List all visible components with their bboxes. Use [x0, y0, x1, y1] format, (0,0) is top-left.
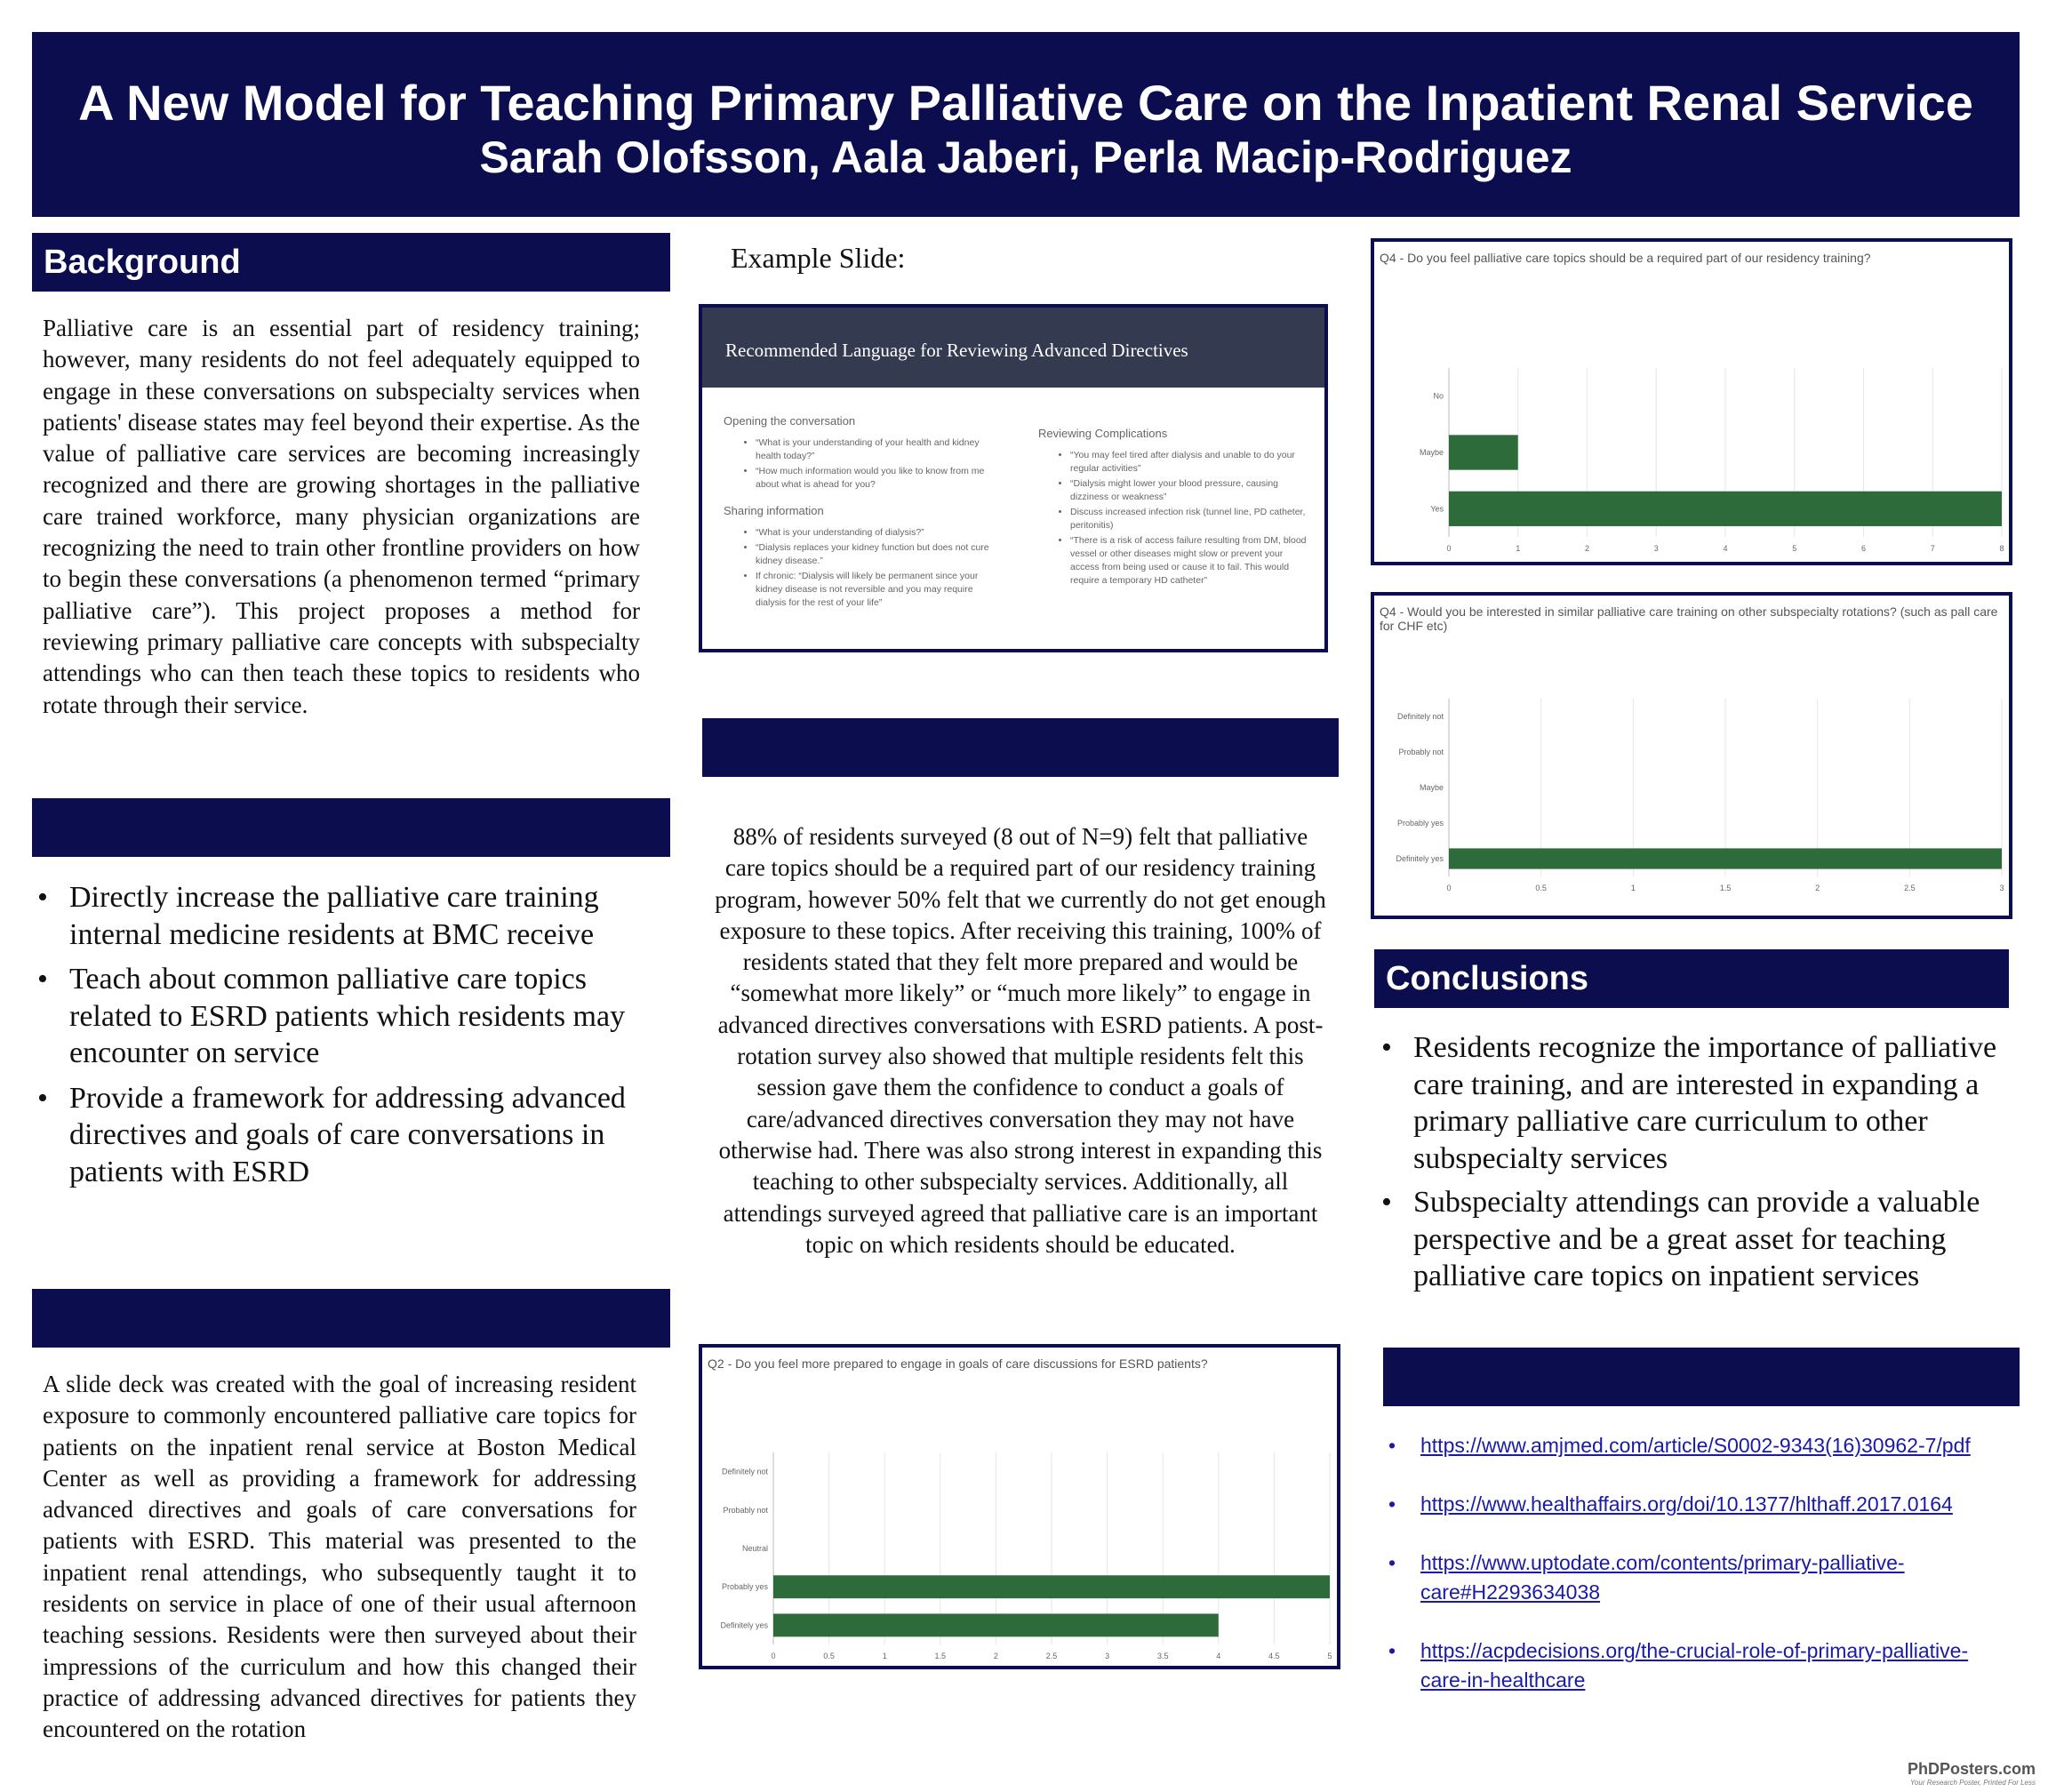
reference-link[interactable]: https://www.uptodate.com/contents/primary-palliative-care#H2293634038 [1420, 1551, 1905, 1604]
bar [1449, 492, 2002, 526]
x-tick-label: 5 [1327, 1652, 1332, 1660]
poster-title: A New Model for Teaching Primary Palliative Care on the Inpatient Renal Service [78, 75, 1973, 131]
background-heading: Background [32, 233, 670, 292]
bar [1449, 848, 2002, 868]
example-slide [699, 304, 1328, 652]
slide-bullet: • “You may feel tired after dialysis and unable to do your regular activities” [1070, 449, 1314, 476]
results-heading [702, 718, 1339, 777]
x-tick-label: 2.5 [1904, 884, 1916, 892]
x-tick-label: 3.5 [1156, 1652, 1169, 1660]
chart-q4-interest [1371, 592, 2012, 919]
poster-authors: Sarah Olofsson, Aala Jaberi, Perla Macip-Rodriguez [479, 132, 1572, 182]
x-tick-label: 2 [1584, 544, 1590, 553]
x-tick-label: 4.5 [1268, 1652, 1280, 1660]
slide-bullet: • “What is your understanding of dialysis?” [756, 526, 990, 540]
slide-bullet: • “There is a risk of access failure resulting from DM, blood vessel or other diseases might slow or prevent your access from being used or cause it to fail. This would require a temporary HD catheter” [1070, 534, 1314, 588]
slide-bullet: • Discuss increased infection risk (tunnel line, PD catheter, peritonitis) [1070, 506, 1314, 532]
x-tick-label: 0 [1446, 884, 1452, 892]
x-tick-label: 3 [1653, 544, 1659, 553]
results-text: 88% of residents surveyed (8 out of N=9) felt that palliative care topics should be a required part of our residency training program, however 50% felt that we currently do not get enough exposure to these topics. After receiving this training, 100% of residents stated that they felt more prepared and would be “somewhat more likely” or “much more likely” to engage in advanced directives conversations with ESRD patients. A post-rotation survey also showed that multiple residents felt this session gave them the confidence to conduct a goals of care/advanced directives conversation they may not have otherwise had. There was also strong interest in expanding this teaching to other subspecialty services. Additionally, all attendings surveyed agreed that palliative care is an important topic on which residents should be educated. [715, 823, 1326, 1258]
x-tick-label: 0.5 [1535, 884, 1547, 892]
bar [773, 1613, 1219, 1636]
conclusions-heading: Conclusions [1374, 949, 2009, 1008]
conclusions-list [1376, 1029, 1998, 1302]
x-tick-label: 2 [993, 1652, 998, 1660]
y-category-label: Maybe [1419, 448, 1444, 457]
slide-bullet: • “Dialysis replaces your kidney function but does not cure kidney disease.” [756, 541, 990, 568]
x-tick-label: 6 [1860, 544, 1867, 553]
conclusion-item: • Residents recognize the importance of palliative care training, and are interested in expanding a primary palliative care curriculum to other subspecialty services [1376, 1029, 1998, 1177]
x-tick-label: 5 [1792, 544, 1797, 553]
x-tick-label: 7 [1930, 544, 1935, 553]
reference-link[interactable]: https://www.healthaffairs.org/doi/10.1377/hlthaff.2017.0164 [1420, 1492, 1953, 1516]
objective-item: • Teach about common palliative care topics related to ESRD patients which residents may encounter on service [32, 961, 654, 1072]
references-heading [1383, 1348, 2020, 1406]
chart-q2-plot [702, 1348, 1337, 1666]
x-tick-label: 1 [882, 1652, 887, 1660]
y-category-label: Probably not [1398, 748, 1444, 756]
y-category-label: Maybe [1419, 783, 1444, 792]
slide-bullet: • “How much information would you like to know from me about what is ahead for you? [756, 465, 990, 492]
reference-link[interactable]: https://acpdecisions.org/the-crucial-role-of-primary-palliative-care-in-healthcare [1420, 1639, 1969, 1692]
references-list [1383, 1431, 2014, 1724]
poster-header [32, 32, 2020, 217]
logo-tagline: Your Research Poster, Printed For Less [1910, 1779, 2036, 1787]
x-tick-label: 2 [1815, 884, 1820, 892]
reference-item [1383, 1548, 2014, 1607]
slide-bullet: • “Dialysis might lower your blood pressure, causing dizziness or weakness” [1070, 477, 1314, 504]
chart-title: Q4 - Would you be interested in similar palliative care training on other subspecialty rotations? (such as pall care for CHF etc) [1380, 604, 1998, 633]
reference-link[interactable]: https://www.amjmed.com/article/S0002-9343(16)30962-7/pdf [1420, 1434, 1971, 1457]
objectives-list [32, 879, 654, 1198]
x-tick-label: 4 [1216, 1652, 1221, 1660]
x-tick-label: 3 [1105, 1652, 1110, 1660]
slide-title: Recommended Language for Reviewing Advanced Directives [702, 308, 1324, 388]
methods-heading [32, 1289, 670, 1348]
phdposters-logo [1908, 1760, 2036, 1787]
y-category-label: Yes [1430, 504, 1444, 514]
y-category-label: Probably yes [721, 1582, 768, 1592]
chart-q4-interest-plot [1374, 596, 2009, 916]
x-tick-label: 3 [1999, 884, 2004, 892]
objective-item: • Provide a framework for addressing advanced directives and goals of care conversations in patients with ESRD [32, 1080, 654, 1191]
y-category-label: Probably yes [1396, 819, 1444, 828]
y-category-label: No [1433, 391, 1444, 401]
x-tick-label: 4 [1723, 544, 1728, 553]
objective-item: • Directly increase the palliative care training internal medicine residents at BMC receive [32, 879, 654, 953]
objectives-heading [32, 798, 670, 857]
y-category-label: Definitely not [1396, 712, 1444, 721]
y-category-label: Definitely not [721, 1467, 768, 1476]
slide-left-column [724, 414, 990, 622]
chart-title: Q2 - Do you feel more prepared to engage in goals of care discussions for ESRD patients? [708, 1356, 1208, 1371]
y-category-label: Neutral [741, 1544, 768, 1553]
chart-q2 [699, 1344, 1340, 1669]
logo-brand: PhDPosters.com [1907, 1760, 2036, 1778]
bar [773, 1575, 1330, 1598]
x-tick-label: 1.5 [934, 1652, 947, 1660]
slide-bullet: • If chronic: “Dialysis will likely be permanent since your kidney disease is not reversible and you may require dialysis for the rest of your life” [756, 570, 990, 610]
x-tick-label: 0.5 [823, 1652, 835, 1660]
y-category-label: Definitely yes [1396, 854, 1444, 863]
x-tick-label: 8 [1999, 544, 2004, 553]
conclusion-item: • Subspecialty attendings can provide a valuable perspective and be a great asset for teaching palliative care topics on inpatient services [1376, 1184, 1998, 1295]
reference-item [1383, 1490, 2014, 1519]
reference-item [1383, 1431, 2014, 1460]
x-tick-label: 0 [1446, 544, 1452, 553]
y-category-label: Definitely yes [720, 1620, 768, 1630]
bar [1449, 435, 1518, 469]
slide-right-column [1038, 427, 1314, 600]
methods-text: A slide deck was created with the goal of increasing resident exposure to commonly encountered palliative care topics for patients on the inpatient renal service at Boston Medical Center as well as providing a framework for addressing advanced directives and goals of care conversations for patients with ESRD. This material was presented to the inpatient renal attendings, who subsequently taught it to residents on service in place of one of their usual afternoon teaching sessions. Residents were then surveyed about their impressions of the curriculum and how this changed their practice of addressing advanced directives for patients they encountered on the rotation [43, 1371, 636, 1743]
x-tick-label: 1.5 [1719, 884, 1732, 892]
chart-q4-required-plot [1374, 242, 2009, 562]
x-tick-label: 1 [1630, 884, 1636, 892]
chart-title: Q4 - Do you feel palliative care topics should be a required part of our residency training? [1380, 251, 1871, 265]
chart-q4-required [1371, 238, 2012, 565]
reference-item [1383, 1636, 2014, 1695]
x-tick-label: 1 [1516, 544, 1521, 553]
slide-subheading: Reviewing Complications [1038, 427, 1168, 440]
slide-subheading: Opening the conversation [724, 414, 856, 428]
background-text: Palliative care is an essential part of residency training; however, many residents do not feel adequately equipped to engage in these conversations on subspecialty services when patients' disease states may feel beyond their expertise. As the value of palliative care services are becoming increasingly recognized and there are growing shortages in the palliative care trained workforce, many physician organizations are recognizing the need to train other frontline providers on how to begin these conversations (a phenomenon termed “primary palliative care”). This project proposes a method for reviewing primary palliative care concepts with subspecialty attendings who can then teach these topics to residents who rotate through their service. [43, 315, 640, 718]
x-tick-label: 2.5 [1045, 1652, 1058, 1660]
slide-bullet: • “What is your understanding of your health and kidney health today?” [756, 436, 990, 463]
example-slide-label: Example Slide: [731, 242, 906, 274]
slide-subheading: Sharing information [724, 504, 824, 517]
x-tick-label: 0 [771, 1652, 776, 1660]
y-category-label: Probably not [723, 1505, 768, 1515]
